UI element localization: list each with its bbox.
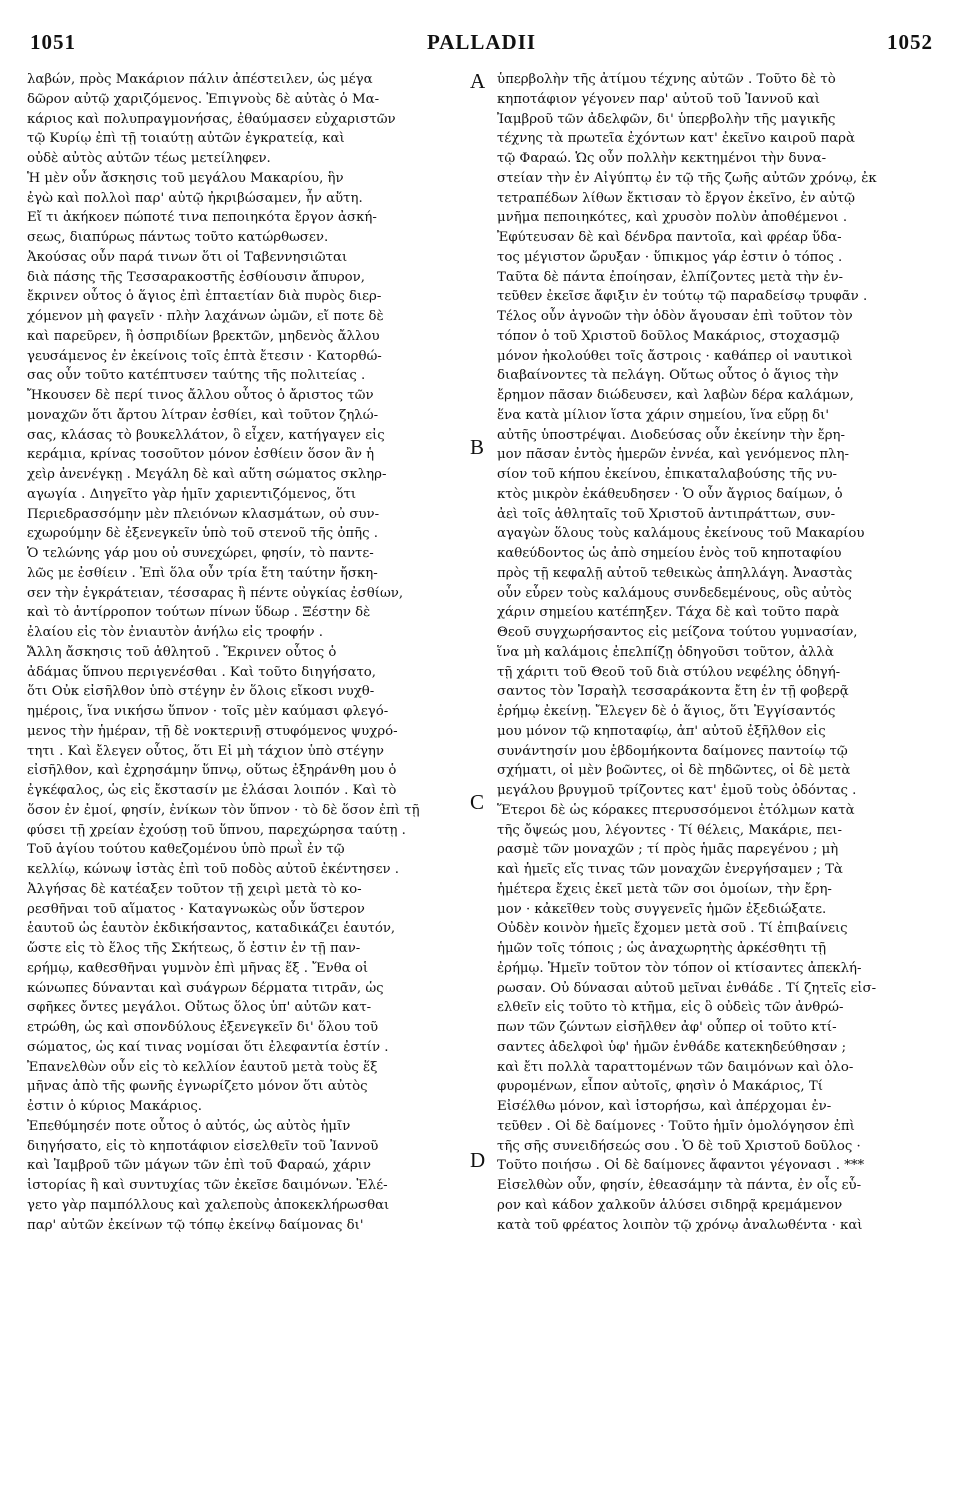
text-line: τόπον ὁ τοῦ Χριστοῦ δοῦλος Μακάριος, στοχασμῷ	[497, 328, 840, 344]
section-marker-a: A	[470, 69, 486, 93]
text-line: ἵνα μὴ καλάμοις ἐπελπίζῃ ὁδηγοῦσι τοῦτον, ἀλλὰ	[497, 644, 834, 660]
page-number-left: 1051	[30, 30, 76, 54]
text-line: ὅτι Οὐκ εἰσῆλθον ὑπὸ στέγην ἐν ὅλοις εἴκοσι νυχθ-	[27, 684, 375, 700]
text-line: ρεσθῆναι τοῦ αἵματος · Καταγνωκὼς οὖν ὕστερον	[27, 901, 365, 917]
text-line: τέχνης τὰ πρωτεῖα ἐχόντων κατ' ἐκεῖνο καιροῦ παρὰ	[497, 131, 855, 147]
page-header	[30, 30, 933, 56]
text-line: λῶς με ἐσθίειν . Ἐπὶ ὅλα οὖν τρία ἔτη ταύτην ἤσκη-	[27, 565, 378, 581]
text-line: ἐρήμῳ. Ἡμεῖν τοῦτον τὸν τόπον οἱ κτίσαντες ἀπεκλή-	[497, 960, 862, 976]
text-line: τῷ Φαραώ. Ὡς οὖν πολλὴν κεκτημένοι τὴν δυνα-	[497, 151, 827, 166]
text-line: χόμενον μὴ φαγεῖν · πλὴν λαχάνων ὠμῶν, εἴ ποτε δὲ	[27, 309, 384, 324]
running-title: PALLADII	[426, 30, 537, 54]
text-line: ρασμὲ τῶν μοναχῶν ; τί πρὸς ἡμᾶς παρεγένου ; μὴ	[497, 842, 839, 858]
text-line: δῶρον αὐτῷ χαριζόμενος. Ἐπιγνοὺς δὲ αὐτὰς ὁ Μα-	[27, 91, 380, 107]
text-line: φυρομένων, εἶπον αὐτοῖς, φησὶν ὁ Μακάριος, Τί	[497, 1079, 823, 1095]
text-line: καὶ παρεῦρεν, ἢ ὀσπριδίων βρεκτῶν, μηδενὸς ἄλλου	[27, 328, 380, 344]
text-line: Ἀλγήσας δὲ κατέαξεν τοῦτον τῇ χειρὶ μετὰ τὸ κο-	[27, 881, 362, 897]
text-line: φύσει τῇ χρείαν ἐχούσῃ τοῦ ὕπνου, παρεχώρησα ταύτῃ .	[27, 822, 406, 838]
text-line: καὶ ἔτι πολλὰ ταραττομένων τῶν δαιμόνων καὶ ὀλο-	[497, 1059, 854, 1075]
text-line: Ἤκουσεν δὲ περί τινος ἄλλου οὗτος ὁ ἄριστος τῶν	[27, 388, 374, 403]
text-line: εἰσῆλθον, καὶ ἐχρησάμην ὕπνῳ, οὕτως ἐξηράνθη μου ὁ	[27, 763, 397, 779]
text-line: ἐλαίου εἰς τὸν ἐνιαυτὸν ἀνήλω εἰς τροφήν .	[27, 625, 323, 640]
text-line: γετο γὰρ παμπόλλους καὶ χαλεποὺς ἀποκεκλήρωσθαι	[27, 1197, 390, 1213]
text-line: ἐγκέφαλος, ὡς εἰς ἔκστασίν με ἐλάσαι λοιπόν . Καὶ τὸ	[27, 783, 397, 798]
text-line: μοναχῶν ὅτι ἄρτου λίτραν ἐσθίει, καὶ τοῦτον ζηλώ-	[27, 407, 379, 423]
text-line: πρὸς τῇ κεφαλῇ αὐτοῦ τεθεικὼς ἀπηλλάγη. Ἀναστὰς	[497, 565, 853, 581]
text-line: σίον τοῦ κήπου ἐκείνου, ἐπικαταλαβούσης τῆς νυ-	[497, 467, 838, 482]
text-line: τῷ Κυρίῳ ἐπὶ τῇ τοιαύτῃ αὐτῶν ἐγκρατείᾳ, καὶ	[27, 131, 345, 147]
text-line: ετρώθη, ὡς καὶ σπονδύλους ἐξενεγκεῖν δι' ὅλου τοῦ	[27, 1020, 379, 1035]
text-line: σεως, διαπύρως πάντως τοῦτο κατώρθωσεν.	[27, 230, 329, 245]
page-number-right: 1052	[887, 30, 933, 54]
text-line: τετραπέδων λίθων ἔκτισαν τὸ ἔργον ἐκεῖνο, ἐν αὐτῷ	[497, 190, 855, 206]
text-line: συνάντησίν μου ἑβδομήκοντα δαίμονες παντοίῳ τῷ	[497, 743, 848, 759]
text-line: Εἰσελθὼν οὖν, φησίν, ἐθεασάμην τὰ πάντα, ἐν οἷς εὗ-	[497, 1178, 862, 1193]
text-line: Ἐφύτευσαν δὲ καὶ δένδρα παντοῖα, καὶ φρέαρ ὕδα-	[497, 230, 842, 245]
text-line: μνῆμα πεποιηκότες, καὶ χρυσὸν πολὺν ἀποθέμενοι .	[497, 210, 848, 226]
text-line: Εἴ τι ἀκήκοεν πώποτέ τινα πεποιηκότα ἔργον ἀσκή-	[27, 210, 377, 226]
text-line: κηποτάφιον γέγονεν παρ' αὐτοῦ τοῦ Ἰαννοῦ καὶ	[497, 91, 820, 107]
text-line: κάριος καὶ πολυπραγμονήσας, ἐθαύμασεν εὐχαριστῶν	[27, 111, 396, 127]
section-marker-c: C	[470, 790, 485, 814]
text-line: καὶ Ἰαμβροῦ τῶν μάγων τῶν ἐπὶ τοῦ Φαραώ, χάριν	[27, 1158, 371, 1174]
text-line: διὰ πάσης τῆς Τεσσαρακοστῆς ἐσθίουσιν ἄπυρον,	[27, 269, 365, 285]
text-line: ἔρημον πᾶσαν διώδευσεν, καὶ λαβὼν δέρα καλάμων,	[497, 388, 854, 403]
text-line: καὶ τὸ ἀντίρροπον τούτων πίνων ὕδωρ . Ξέστην δὲ	[27, 605, 371, 621]
text-line: καθεύδοντος ὡς ἀπὸ σημείου ἑνὸς τοῦ κηποταφίου	[497, 546, 842, 561]
text-line: μεγάλου βρυγμοῦ τρίζοντες κατ' ἐμοῦ τοὺς ὀδόντας .	[497, 783, 857, 798]
text-line: Ἐπανελθὼν οὖν εἰς τὸ κελλίον ἑαυτοῦ μετὰ τοὺς ἕξ	[27, 1059, 378, 1075]
text-line: τος μέγιστον ὤρυξαν · ὕπικμος γάρ ἐστιν ὁ τόπος .	[497, 249, 843, 265]
text-line: αὐτῆς ὑποστρέψαι. Διοδεύσας οὖν ἐκείνην τὴν ἔρη-	[497, 427, 845, 443]
text-line: τεῦθεν ἐκεῖσε ἄφιξιν ἐν τούτῳ τῷ παραδείσῳ τρυφᾶν .	[497, 289, 868, 305]
text-line: ἐστιν ὁ κύριος Μακάριος.	[27, 1099, 203, 1114]
text-line: σφῆκες ὄντες μεγάλοι. Οὕτως ὅλος ὑπ' αὐτῶν κατ-	[27, 1000, 372, 1016]
text-line: ἕνα κατὰ μίλιον ἵστα χάριν σημείου, ἵνα εὕρῃ δι'	[497, 407, 830, 423]
text-line: τῇ χάριτι τοῦ Θεοῦ τοῦ διὰ στύλου νεφέλης ὁδηγή-	[497, 664, 841, 680]
text-line: σώματος, ὡς καί τινας νομίσαι ὅτι ἐλεφαντία ἐστίν .	[27, 1039, 389, 1055]
text-line: μῆνας ἀπὸ τῆς φωνῆς ἐγνωρίζετο μόνον ὅτι αὐτὸς	[27, 1079, 368, 1095]
left-text-column	[27, 70, 467, 1235]
text-line: ἡμῶν τοῖς τόποις ; ὡς ἀναχωρητὴς ἀρκέσθητι τῇ	[497, 941, 827, 956]
text-line: διηγήσατο, εἰς τὸ κηποτάφιον εἰσελθεῖν τοῦ Ἰαννοῦ	[27, 1138, 379, 1154]
text-line: ἱστορίας ἢ καὶ συντυχίας τῶν ἐκεῖσε δαιμόνων. Ἐλέ-	[27, 1178, 388, 1193]
text-line: μόνον ἠκολούθει τοῖς ἄστροις · καθάπερ οἱ ναυτικοὶ	[497, 348, 853, 364]
text-line: Τοῦ ἁγίου τούτου καθεζομένου ὑπὸ πρωῒ ἐν τῷ	[27, 842, 345, 858]
right-text-column	[497, 70, 929, 1235]
text-line: τῆς ὄψεώς μου, λέγοντες · Τί θέλεις, Μακάριε, πει-	[497, 822, 842, 838]
text-line: ἡμέτερα ἔχεις ἐκεῖ μετὰ τῶν σοι ὁμοίων, τὴν ἔρη-	[497, 881, 832, 897]
text-line: οὖν εὗρεν τοὺς καλάμους συνδεδεμένους, οὓς αὐτὸς	[497, 585, 852, 601]
text-line: Περιεδρασσόμην μὲν πλειόνων κλασμάτων, οὐ συν-	[27, 506, 380, 522]
text-line: παρ' αὐτῶν ἐκείνων τῷ τόπῳ ἐκείνῳ δαίμονας δι'	[27, 1217, 364, 1233]
text-line: πων τῶν ζώντων εἰσῆλθεν ἀφ' οὗπερ οἱ τοῦτο κτί-	[497, 1020, 837, 1035]
section-marker-d: D	[470, 1148, 486, 1172]
text-line: κώνωπες δύνανται καὶ συάγρων δέρματα τιτρᾶν, ὡς	[27, 980, 384, 996]
text-line: χάριν σημείου κατέπηξεν. Τάχα δὲ καὶ τοῦτο παρὰ	[497, 605, 840, 621]
text-line: Ὁ τελώνης γάρ μου οὐ συνεχώρει, φησίν, τὸ παντε-	[27, 546, 374, 561]
text-line: αγαγὼν ὅλους τοὺς καλάμους ἐκείνους τοῦ Μακαρίου	[497, 526, 865, 542]
text-line: μου μόνον τῷ κηποταφίῳ, ἀπ' αὐτοῦ ἐξῆλθον εἰς	[497, 723, 826, 739]
text-line: Ἡ μὲν οὖν ἄσκησις τοῦ μεγάλου Μακαρίου, ἣν	[27, 170, 344, 186]
text-line: τητι . Καὶ ἔλεγεν οὗτος, ὅτι Εἰ μὴ τάχιον ὑπὸ στέγην	[27, 743, 384, 759]
text-line: εχωρούμην δὲ ἐξενεγκεῖν ὑπὸ τοῦ στενοῦ τῆς ὀπῆς .	[27, 526, 379, 542]
text-line: σχήματι, οἱ μὲν βοῶντες, οἱ δὲ πηδῶντες, οἱ δὲ μετὰ	[497, 763, 851, 779]
text-line: ὅσον ἐν ἐμοί, φησίν, ἐνίκων τὸν ὕπνον · τὸ δὲ ὅσον ἐπὶ τῇ	[27, 802, 420, 818]
text-line: ἐρήμῳ ἐκείνῃ. Ἔλεγεν δὲ ὁ ἅγιος, ὅτι Ἐγγίσαντός	[497, 704, 836, 719]
text-line: τῆς σῆς συνειδήσεώς σου . Ὁ δὲ τοῦ Χριστοῦ δοῦλος ·	[497, 1138, 861, 1154]
text-line: γευσάμενος ἐν ἐκείνοις τοῖς ἑπτὰ ἔτεσιν · Κατορθώ-	[27, 348, 382, 364]
text-line: ἐγὼ καὶ πολλοὶ παρ' αὐτῷ ἠκριβώσαμεν, ἦν αὕτη.	[27, 190, 363, 206]
text-line: σας, κλάσας τὸ βουκελλάτον, ὃ εἶχεν, κατήγαγεν εἰς	[27, 427, 385, 443]
text-line: καὶ ἡμεῖς εἴς τινας τῶν μοναχῶν ἐνεργήσαμεν ; Τὰ	[497, 862, 843, 877]
text-line: στείαν τὴν ἐν Αἰγύπτῳ ἐν τῷ τῆς ζωῆς αὐτῶν χρόνῳ, ἐκ	[497, 170, 877, 186]
text-line: διαβαίνοντες τὰ πελάγη. Οὕτως οὗτος ὁ ἅγιος τὴν	[497, 368, 839, 384]
text-line: σεν τὴν ἐγκράτειαν, τέσσαρας ἢ πέντε οὐγκίας ἐσθίων,	[27, 585, 404, 601]
text-line: Ταῦτα δὲ πάντα ἐποίησαν, ἐλπίζοντες μετὰ τὴν ἐν-	[497, 269, 844, 285]
text-line: τεῦθεν . Οἱ δὲ δαίμονες · Τοῦτο ἡμῖν ὁμολόγησον ἐπὶ	[497, 1118, 855, 1134]
text-line: ελθεῖν εἰς τοῦτο τὸ κτῆμα, εἰς ὃ οὐδεὶς τῶν ἀνθρώ-	[497, 1000, 844, 1016]
text-line: Ἰαμβροῦ τῶν ἀδελφῶν, δι' ὑπερβολὴν τῆς μαγικῆς	[497, 111, 836, 127]
text-line: οὐδὲ αὐτὸς αὐτῶν τέως μετείληφεν.	[27, 151, 271, 166]
text-line: ἔκρινεν οὗτος ὁ ἅγιος ἐπὶ ἑπταετίαν διὰ πυρὸς διερ-	[27, 289, 382, 305]
text-line: κτὸς μικρὸν ἐκάθευδησεν · Ὁ οὖν ἄγριος δαίμων, ὁ	[497, 486, 843, 502]
text-line: κεράμια, κρίνας τοσοῦτον μόνον ἐσθίειν ὅσον ἂν ἡ	[27, 447, 375, 463]
text-line: χεὶρ ἀνενέγκῃ . Μεγάλη δὲ καὶ αὕτη σώματος σκληρ-	[27, 467, 387, 482]
text-line: σαντες ἀδελφοὶ ὑφ' ἡμῶν ἐνθάδε κατεκηδεύθησαν ;	[497, 1039, 847, 1055]
text-line: ὥστε εἰς τὸ ἕλος τῆς Σκήτεως, ὅ ἐστιν ἐν τῇ παν-	[27, 941, 361, 956]
text-line: αγωγία . Διηγεῖτο γὰρ ἡμῖν χαριεντιζόμενος, ὅτι	[27, 486, 357, 502]
text-line: ἑαυτοῦ ὡς ἑαυτὸν ἐκδικήσαντος, καταδικάζει ἑαυτόν,	[27, 921, 396, 937]
text-line: ημέροις, ἵνα νικήσω ὕπνον · τοῖς μὲν καύμασι φλεγό-	[27, 704, 389, 719]
text-line: Τέλος οὖν ἀγνοῶν τὴν ὁδὸν ἄγουσαν ἐπὶ τοῦτον τὸν	[497, 309, 853, 324]
text-line: Ἐπεθύμησέν ποτε οὗτος ὁ αὐτός, ὡς αὐτὸς ἡμῖν	[27, 1118, 351, 1134]
text-line: σας οὖν τοῦτο κατέπτυσεν ταύτης τῆς πολιτείας .	[27, 368, 366, 384]
text-line: μενος τὴν ἡμέραν, τῇ δὲ νοκτερινῇ στυφόμενος ψυχρό-	[27, 723, 398, 739]
text-line: Τοῦτο ποιήσω . Οἱ δὲ δαίμονες ἄφαντοι γέγονασι . ***	[497, 1158, 865, 1174]
text-line: μον πᾶσαν ἐντὸς ἡμερῶν ἐννέα, καὶ γενόμενος πλη-	[497, 447, 849, 463]
text-line: κατὰ τοῦ φρέατος λοιπὸν τῷ χρόνῳ ἀναλωθέντα · καὶ	[497, 1217, 863, 1233]
text-line: ρωσαν. Οὐ δύνασαι αὐτοῦ μεῖναι ἐνθάδε . Τί ζητεῖς εἰσ-	[497, 980, 877, 996]
text-line: ὑπερβολὴν τῆς ἀτίμου τέχνης αὐτῶν . Τοῦτο δὲ τὸ	[497, 72, 836, 87]
text-line: ἀδάμας ὕπνου περιγενέσθαι . Καὶ τοῦτο διηγήσατο,	[27, 664, 377, 680]
text-line: λαβών, πρὸς Μακάριον πάλιν ἀπέστειλεν, ὡς μέγα	[27, 72, 373, 87]
text-line: ρον καὶ κάδον χαλκοῦν ἁλύσει σιδηρᾷ κρεμάμενον	[497, 1197, 843, 1213]
text-line: Εἰσέλθω μόνον, καὶ ἱστορήσω, καὶ ἀπέρχομαι ἐν-	[497, 1099, 832, 1114]
text-line: μον · κἀκεῖθεν τοὺς συγγενεῖς ἡμῶν ἐξεδιώξατε.	[497, 901, 827, 917]
text-line: Θεοῦ συγχωρήσαντος εἰς μείζονα τούτου γυμνασίαν,	[497, 625, 858, 640]
text-line: Ἕτεροι δὲ ὡς κόρακες πτερυσσόμενοι ἐτόλμων κατὰ	[497, 802, 855, 818]
text-line: σαντος τὸν Ἰσραὴλ τεσσαράκοντα ἔτη ἐν τῇ φοβερᾷ	[497, 684, 849, 700]
text-line: Οὐδὲν κοινὸν ἡμεῖς ἔχομεν μετὰ σοῦ . Τί ἐπιβαίνεις	[497, 921, 848, 937]
text-line: Ἀκούσας οὖν παρά τινων ὅτι οἱ Ταβεννησιῶται	[27, 249, 348, 265]
text-line: κελλίῳ, κώνωψ ἱστὰς ἐπὶ τοῦ ποδὸς αὐτοῦ ἐκέντησεν .	[27, 862, 399, 877]
text-line: ερήμῳ, καθεσθῆναι γυμνὸν ἐπὶ μῆνας ἕξ . Ἔνθα οἱ	[27, 960, 369, 976]
text-line: ἀεὶ τοῖς ἀθληταῖς τοῦ Χριστοῦ ἀντιπράττων, συν-	[497, 506, 836, 522]
text-line: Ἄλλη ἄσκησις τοῦ ἀθλητοῦ . Ἔκρινεν οὗτος ὁ	[27, 644, 337, 660]
section-marker-b: B	[470, 435, 485, 459]
